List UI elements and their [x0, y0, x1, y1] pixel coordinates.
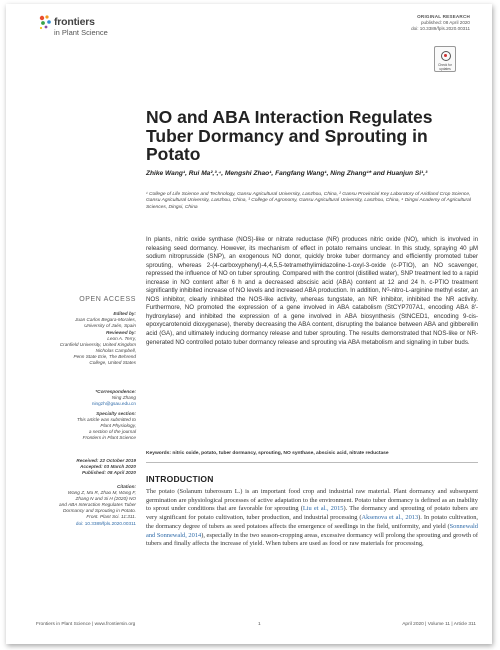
check-for-updates-button[interactable]	[434, 46, 456, 72]
edited-by-label: Edited by:	[113, 311, 136, 316]
published-date-side: Published: 08 April 2020	[81, 470, 136, 476]
reviewer-affiliation: Cranfield University, United Kingdom	[59, 342, 136, 348]
citation-label: Citation:	[116, 484, 136, 489]
abstract: In plants, nitric oxide synthase (NOS)-like or nitrate reductase (NR) produces nitric oxide (NO), which is involved in releasing seed dormancy. However, its mechanism of effect in potato remains unclear. In this study, spraying 40 μM sodium nitroprusside (SNP), an exogenous NO donor, quickly broke tuber dormancy and efficiently promoted tuber sprouting, whereas 2-(4-carboxyphenyl)-4,4,5,5-tetramethylimidazoline-1-oxyl-3-oxide (c-PTIO), an NO scavenger, repressed the influence of NO on tuber sprouting. Compared with the control (distilled water), SNP treatment led to a rapid increase in NO content after 6 h and a decreased abscisic acid (ABA) content at 12 and 24 h. c-PTIO treatment significantly inhibited increase of NO levels and increased ABA production. In addition, Nᴳ-nitro-L-arginine methyl ester, an NOS inhibitor, clearly inhibited the NOS-like activity, whereas tungstate, an NR inhibitor, inhibited the NR activity. Furthermore, NO promoted the expression of a gene involved in ABA catabolism (StCYP707A1, encoding ABA 8′-hydroxylase) and inhibited the expression of a gene involved in ABA biosynthesis (StNCED1, encoding 9-cis-epoxycarotenoid dioxygenase), thereby decreasing the ABA content, disrupting the balance between ABA and gibberellin acid (GA), and ultimately inducing dormancy release and tuber sprouting. The results demonstrated that NOS-like or NR-generated NO controlled potato tuber dormancy release and sprouting via ABA metabolism and signaling in tuber buds.	[146, 236, 478, 346]
published-date: published: 08 April 2020	[420, 20, 470, 26]
editor-affiliation: University of Jaén, Spain	[84, 323, 136, 329]
citation-line: and ABA Interaction Regulates Tuber	[59, 502, 136, 508]
divider	[146, 462, 478, 463]
accepted-date: Accepted: 03 March 2020	[79, 464, 136, 470]
dates	[26, 458, 136, 476]
reviewer-affiliation: College, United States	[89, 360, 136, 366]
doi-link[interactable]: doi: 10.3389/fpls.2020.00311	[411, 26, 470, 32]
frontiers-logo[interactable]	[38, 14, 128, 40]
citation-doi-link[interactable]: doi: 10.3389/fpls.2020.00311	[75, 520, 136, 526]
article-title: NO and ABA Interaction Regulates Tuber Dormancy and Sprouting in Potato	[146, 107, 433, 164]
edited-by	[26, 311, 136, 329]
citation-line: Dormancy and Sprouting in Potato.	[63, 508, 136, 514]
citation-block	[26, 484, 136, 527]
footer-journal[interactable]: Frontiers in Plant Science | www.frontiersin.org	[36, 622, 136, 627]
citation-line: Zhang N and Si H (2020) NO	[75, 496, 136, 502]
received-date: Received: 22 October 2019	[76, 458, 136, 463]
reviewer-name: Nicholas Campbell,	[95, 348, 136, 354]
affiliations: ¹ College of Life Science and Technology, Gansu Agricultural University, Lanzhou, China, ² Gansu Provincial Key Laboratory of Aridland Crop Science, Gansu Agricultural University, Lanzhou, China, ³ College of Agronomy, Gansu Agricultural University, Lanzhou, China, ⁴ Dingxi Academy of Agricultural Sciences, Dingxi, China	[146, 192, 471, 210]
intro-text-3: ). In potato cultivation, the dormancy degree of tubers as seed potatoes affects the emergence of seedlings in the field, uniformity, and yield (	[146, 514, 479, 530]
article-type: ORIGINAL RESEARCH	[417, 14, 470, 19]
keywords-label: Keywords:	[146, 451, 172, 456]
introduction-text	[146, 488, 478, 549]
open-access-label: OPEN ACCESS	[79, 296, 136, 303]
specialty-section	[26, 411, 136, 441]
intro-text-4: ), especially in the two season-cropping areas, excessive dormancy will prolong the sprouting and growth of tubers and finally affects the increase of yield. When tubers are used as food or raw materials for processing,	[146, 531, 478, 548]
intro-text-1: The potato (Solanum tuberosum L.) is an important food crop and industrial raw material. Plant dormancy and subsequent germination are physiological processes of active adaptation to the environment. Potato tuber dormancy is defined as an inability to sprout under conditions that are favorable for sprouting (	[146, 488, 478, 513]
email-link[interactable]: ningzh@gsau.edu.cn	[91, 401, 136, 407]
corresponding-author: Ning Zhang	[111, 395, 136, 401]
citation-link[interactable]: Sonnewald and Sonnewald, 2014	[146, 522, 478, 539]
page-number: 1	[258, 622, 261, 627]
journal-subtitle: in Plant Science	[54, 28, 108, 37]
specialty-label: Specialty section:	[96, 411, 136, 416]
citation-link[interactable]: Aksenova et al., 2013	[361, 514, 419, 522]
footer-issue: April 2020 | Volume 11 | Article 311	[402, 622, 476, 627]
journal-name: frontiers	[54, 16, 95, 28]
correspondence-label: *Correspondence:	[95, 389, 136, 394]
frontiers-logo-icon	[38, 14, 52, 36]
specialty-line: This article was submitted to	[76, 417, 136, 423]
editor-name: Juan Carlos Begara-Morales,	[75, 317, 136, 323]
specialty-line: Frontiers in Plant Science	[82, 435, 136, 441]
citation-line: Wang Z, Ma R, Zhao M, Wang F,	[67, 490, 136, 496]
keywords-list: nitric oxide, potato, tuber dormancy, sprouting, NO synthase, abscisic acid, nitrate reductase	[172, 451, 389, 456]
article-meta	[411, 14, 470, 33]
reviewed-by	[26, 330, 136, 367]
reviewer-affiliation: Penn State Erie, The Behrend	[73, 354, 136, 360]
paper-page	[6, 4, 492, 644]
specialty-line: a section of the journal	[88, 429, 136, 435]
specialty-line: Plant Physiology,	[100, 423, 136, 429]
introduction-heading: INTRODUCTION	[146, 474, 214, 484]
intro-text-2: ). The dormancy and sprouting of potato tubers are very significant for potato cultivation, tuber production, and industrial processing (	[146, 505, 478, 522]
updates-icon	[441, 51, 451, 61]
keywords	[146, 451, 478, 456]
reviewer-name: Leon A. Terry,	[107, 336, 136, 342]
citation-link[interactable]: Liu et al., 2015	[302, 505, 344, 513]
author-list[interactable]: Zhike Wang¹, Rui Ma²,³,⁴, Mengshi Zhao¹, Fangfang Wang¹, Ning Zhang¹* and Huanjun Si¹,³	[146, 170, 428, 177]
reviewed-by-label: Reviewed by:	[106, 330, 136, 335]
updates-label: Check for updates	[438, 63, 452, 71]
citation-line: Front. Plant Sci. 11:311.	[86, 514, 136, 520]
correspondence	[26, 389, 136, 407]
